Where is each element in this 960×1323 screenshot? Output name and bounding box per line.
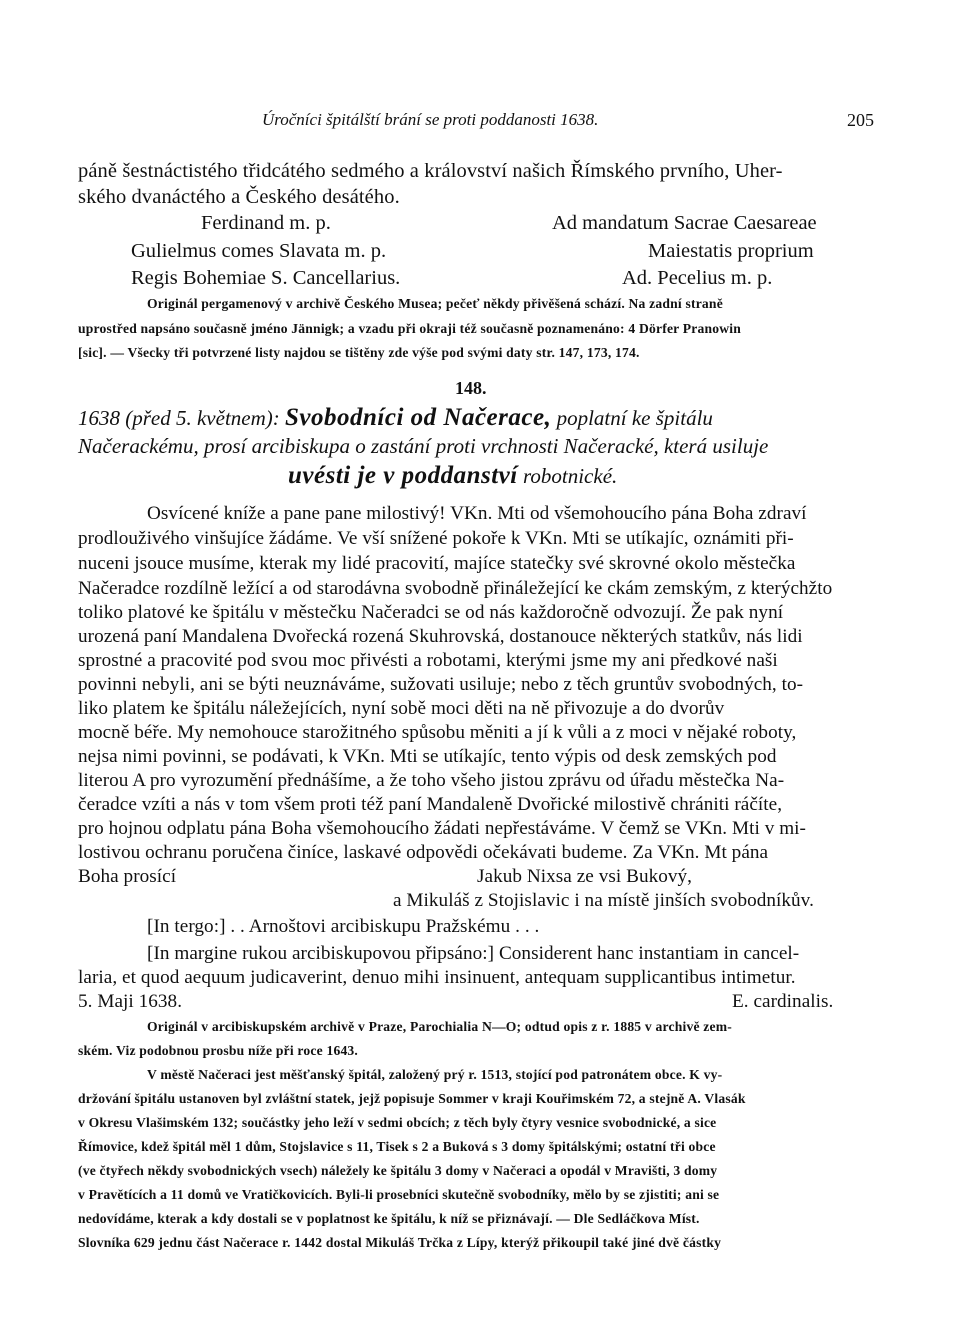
document-heading: Načerackému, prosí arcibiskupa o zastání proti vrchnosti Načeracké, která usiluje xyxy=(78,434,769,458)
page-number: 205 xyxy=(847,110,874,130)
body-line: Osvícené kníže a pane pane milostivý! VKn. Mti od všemohoucího pána Boha zdraví xyxy=(147,503,807,524)
signatory: a Mikuláš z Stojislavic i na místě jinších svobodníkův. xyxy=(393,890,814,911)
footnote-line: v Okresu Vlašimském 132; součástky jeho leží v sedmi obcích; z těch byly čtyry vesnice svobodnické, a sice xyxy=(78,1115,717,1130)
body-line: sprostné a pracovité pod svou moc přivésti a robotami, kterými jsme my ani předkové naši xyxy=(78,650,778,671)
document-heading xyxy=(78,404,713,432)
running-head: Úročníci špitálští brání se proti poddanosti 1638. xyxy=(262,110,599,129)
body-line: toliko platové ke špitálu v městečku Načeradci se od nás každoročně odvozují. Že pak nyní xyxy=(78,602,784,623)
body-line: urozená paní Mandalena Dvořecká rozená Skuhrovská, dostanouce některých statkův, nás lidi xyxy=(78,626,803,647)
closing-greeting: Boha prosící xyxy=(78,866,177,887)
signature-right: Ad. Pecelius m. p. xyxy=(622,267,773,289)
prev-text-line: páně šestnáctistého třidcátého sedmého a království našich Římského prvního, Uher- xyxy=(78,160,783,182)
footnote-line: (ve čtyřech někdy svobodnických vsech) náležely ke špitálu 3 domy v Načeraci a opodál v Mravišti, 3 domy xyxy=(78,1163,718,1178)
body-line: Načeradce rozdílně ležící a od starodávna svobodně přináležející ke ckám zemským, z kterýchžto xyxy=(78,578,833,599)
footnote-line: ském. Viz podobnou prosbu níže při roce 1643. xyxy=(78,1043,359,1058)
body-line: mocně béře. My nemohouce starožitného spůsobu měniti a jí k vůli a z moci v nějaké roboty, xyxy=(78,722,797,743)
heading-text: poplatní ke špitálu xyxy=(556,406,713,430)
footnote-line: nedovídáme, kterak a kdy dostali se v poplatnost ke špitálu, k níž se přiznávají. — Dle Sedláčkova Míst. xyxy=(78,1211,700,1226)
date-line: 5. Maji 1638. xyxy=(78,991,183,1012)
heading-text: robotnické. xyxy=(522,464,618,488)
footnote-line: V městě Načeraci jest měšťanský špitál, založený prý r. 1513, stojící pod patronátem obce. K vy- xyxy=(147,1067,723,1082)
signature-left: Gulielmus comes Slavata m. p. xyxy=(131,240,387,262)
signature-left: Ferdinand m. p. xyxy=(201,212,331,234)
document-heading xyxy=(288,462,617,490)
in-margine-line: laria, et quod aequum judicaverint, denuo mihi insinuent, antequam supplicantibus intimetur. xyxy=(78,967,796,988)
archive-note-line: [sic]. — Všecky tři potvrzené listy najdou se tištěny zde výše pod svými daty str. 147, 173, 174. xyxy=(78,345,640,360)
body-line: nejsa nimi povinni, se podávati, k VKn. Mti se utíkajíc, tento výpis od desk zemských pod xyxy=(78,746,777,767)
signatory: Jakub Nixsa ze vsi Bukový, xyxy=(477,866,693,887)
signature-left: Regis Bohemiae S. Cancellarius. xyxy=(131,267,401,289)
heading-subject: Svobodníci od Načerace, xyxy=(285,404,552,431)
archive-note-line: Originál pergamenový v archivě Českého Musea; pečeť někdy přivěšená schází. Na zadní straně xyxy=(147,296,723,311)
prev-text-line: ského dvanáctého a Českého desátého. xyxy=(78,186,400,208)
footnote-line: Originál v arcibiskupském archivě v Praze, Parochialia N—O; odtud opis z r. 1885 v archivě zem- xyxy=(147,1019,733,1034)
body-line: literou A pro vyrozumění přednášíme, a že toho všeho jistou zprávu od úřadu městečka Na- xyxy=(78,770,785,791)
date-signature: E. cardinalis. xyxy=(732,991,834,1012)
signature-right: Maiestatis proprium xyxy=(648,240,814,262)
heading-emphasis: uvésti je v poddanství xyxy=(288,462,518,489)
archive-note-line: uprostřed napsáno současně jméno Jännigk; a vzadu při okraji též současně poznamenáno: 4 Dörfer Pranowin xyxy=(78,321,742,336)
body-line: povinni nebyli, ani se býti neuznáváme, sužovati usiluje; nebo z těch gruntův svobodných, to- xyxy=(78,674,804,695)
body-line: liko platem ke špitálu náležejících, nyní sobě moci děti na ně přivozuje a do dvorův xyxy=(78,698,725,719)
body-line: prodlouživého vinšujíce žádáme. Ve vší snížené pokoře k VKn. Mti se utíkajíc, oznámiti při- xyxy=(78,528,794,549)
body-line: nuceni jsouce musíme, kterak my lidé pracovití, majíce statečky své skrovné okolo městečka xyxy=(78,553,796,574)
in-margine-line: [In margine rukou arcibiskupovou připsáno:] Considerent hanc instantiam in cancel- xyxy=(147,943,800,964)
footnote-line: v Pravětících a 11 domů ve Vratičkovicích. Byli-li prosebníci skutečně svobodníky, mělo by se zjistiti; ani se xyxy=(78,1187,720,1202)
body-line: čeradce vzíti a nás v tom všem proti též paní Mandaleně Dvořické milostivě chrániti ráčíte, xyxy=(78,794,783,815)
footnote-line: držování špitálu ustanoven byl zvláštní statek, jejž popisuje Sommer v kraji Kouřimském 72, a stejně A. Vlasák xyxy=(78,1091,746,1106)
document-number: 148. xyxy=(455,378,487,398)
signature-right: Ad mandatum Sacrae Caesareae xyxy=(552,212,817,234)
footnote-line: Římovice, kdež špitál měl 1 dům, Stojslavice s 11, Tisek s 2 a Buková s 3 domy špitálskými; ostatní tři obce xyxy=(78,1139,716,1154)
footnote-line: Slovníka 629 jednu část Načerace r. 1442 dostal Mikuláš Trčka z Lípy, kterýž přikoupil také jiné dvě částky xyxy=(78,1235,722,1250)
body-line: pro hojnou odplatu pána Boha všemohoucího žádati nepřestáváme. V čemž se VKn. Mti v mi- xyxy=(78,818,806,839)
body-line: lostivou ochranu poručena činíce, laskavé odpovědi očekávati budeme. Za VKn. Mt pána xyxy=(78,842,769,863)
heading-date: 1638 (před 5. květnem): xyxy=(78,406,280,430)
in-tergo-line: [In tergo:] . . Arnoštovi arcibiskupu Pražskému . . . xyxy=(147,916,540,937)
